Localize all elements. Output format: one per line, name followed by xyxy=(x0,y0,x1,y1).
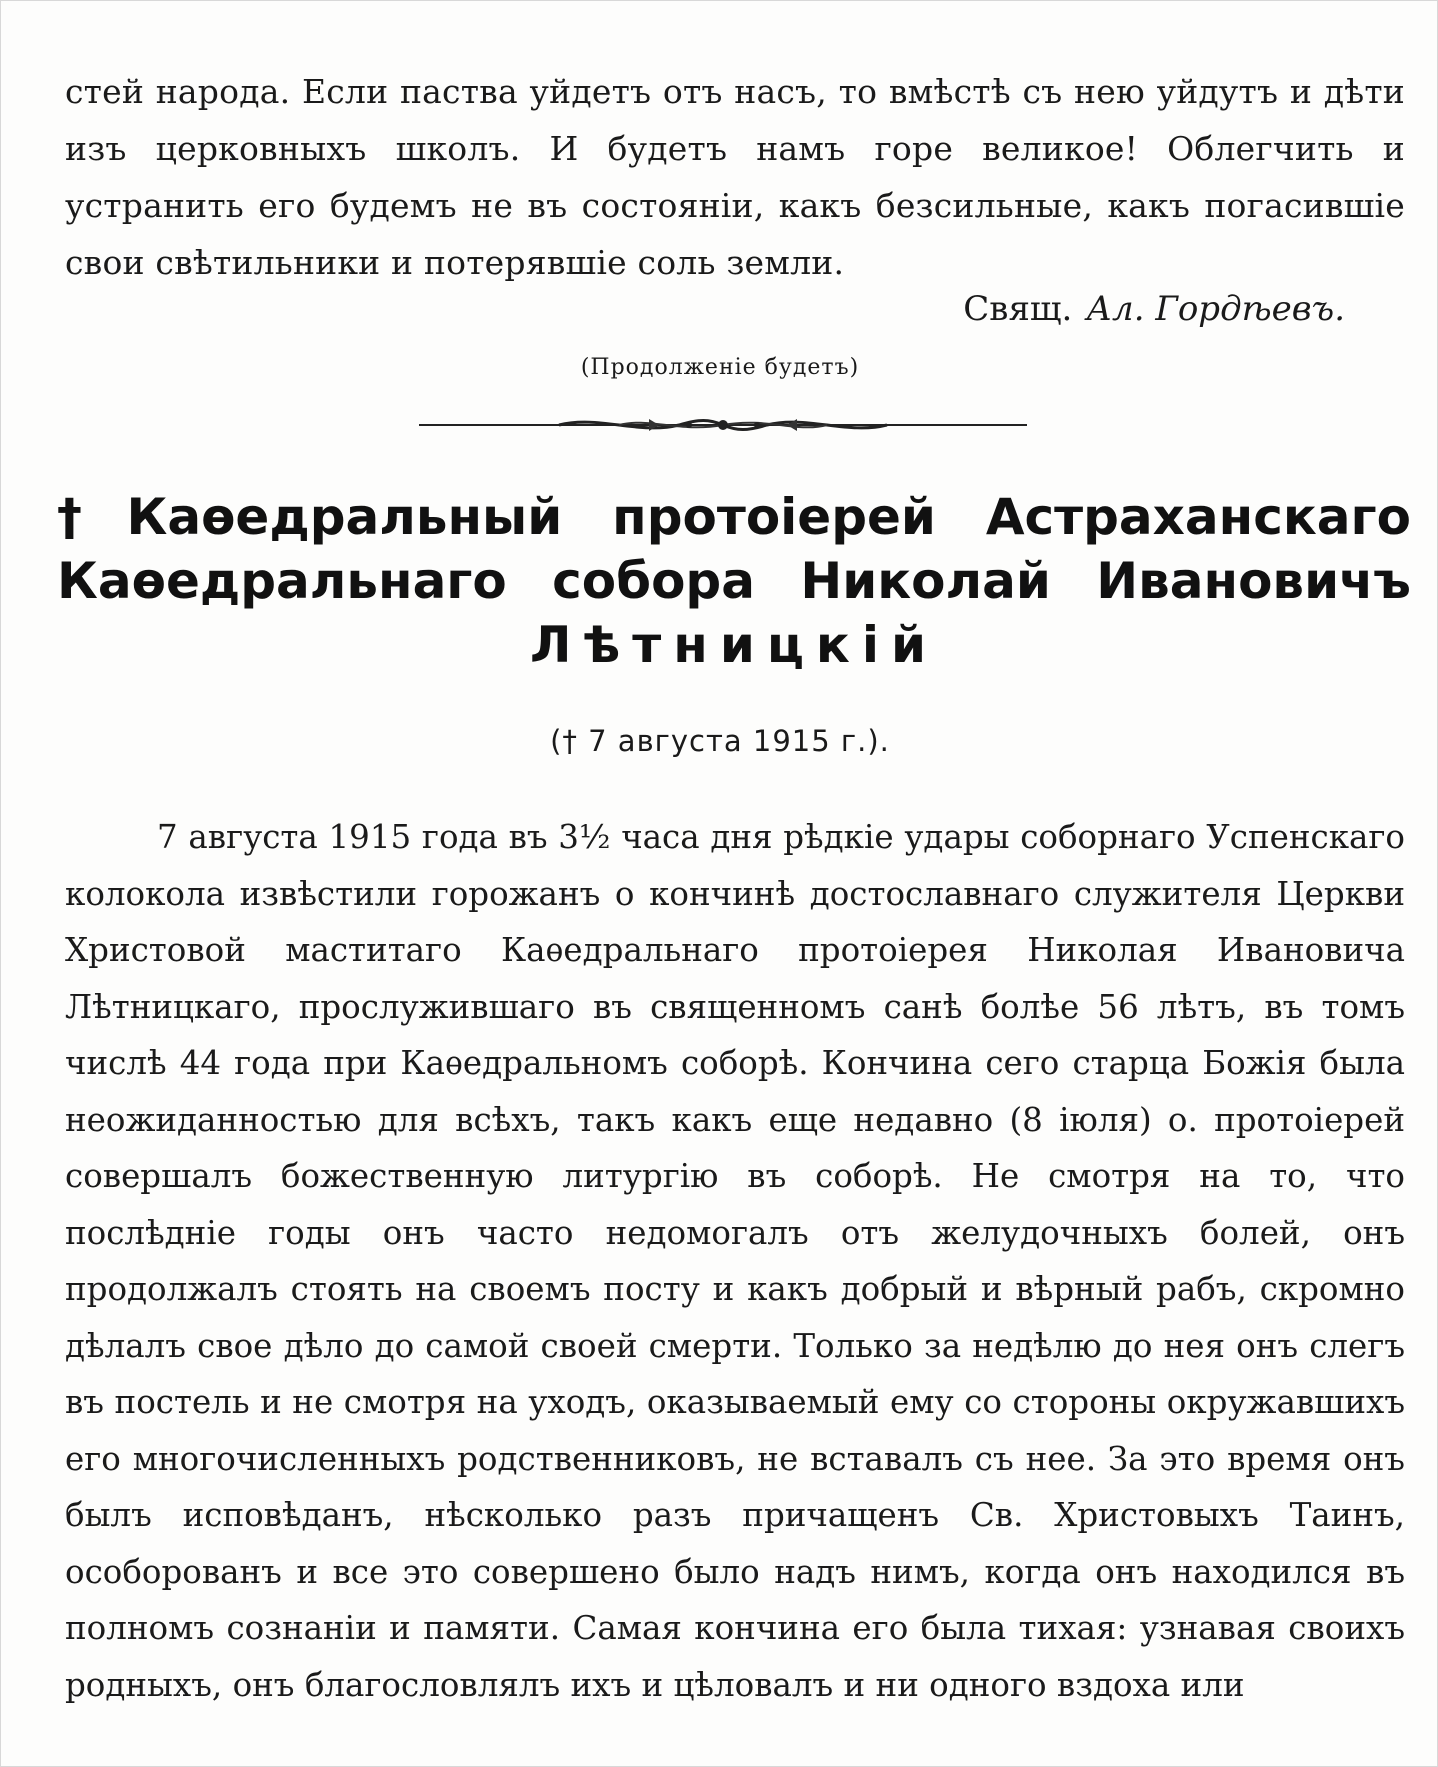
title-line-1 xyxy=(57,485,1411,549)
title-line-2: Каѳедральнаго собора Николай Ивановичъ xyxy=(57,552,1411,610)
ornament-divider xyxy=(419,413,1027,437)
signature-name: Ал. Гордѣевъ. xyxy=(1086,289,1345,329)
previous-article-text: стей народа. Если паства уйдетъ отъ насъ, то вмѣстѣ съ нею уйдутъ и дѣти изъ церковныхъ школъ. И будетъ намъ горе великое! Облегчить и устранить его будемъ не въ состояніи, какъ безсильные, какъ погасившіе свои свѣтильники и потерявшіе соль земли. xyxy=(65,72,1405,282)
article-body: 7 августа 1915 года въ 3½ часа дня рѣдкіе удары соборнаго Успенскаго колокола извѣстили горожанъ о кончинѣ достославнаго служителя Церкви Христовой маститаго Каѳедральнаго протоіерея Николая Ивановича Лѣтницкаго, прослужившаго въ священномъ санѣ болѣе 56 лѣтъ, въ томъ числѣ 44 года при Каѳедральномъ соборѣ. Кончина сего старца Божія была неожиданностью для всѣхъ, такъ какъ еще недавно (8 іюля) о. протоіерей совершалъ божественную литургію въ соборѣ. Не смотря на то, что послѣдніе годы онъ часто недомогалъ отъ желудочныхъ болей, онъ продолжалъ стоять на своемъ посту и какъ добрый и вѣрный рабъ, скромно дѣлалъ свое дѣло до самой своей смерти. Только за недѣлю до нея онъ слегъ въ постель и не смотря на уходъ, оказываемый ему со стороны окружавшихъ его многочисленныхъ родственниковъ, не вставалъ съ нее. За это время онъ былъ исповѣданъ, нѣсколько разъ причащенъ Св. Христовыхъ Таинъ, особорованъ и все это совершено было надъ нимъ, когда онъ находился въ полномъ сознаніи и памяти. Самая кончина его была тихая: узнавая своихъ родныхъ, онъ благословлялъ ихъ и цѣловалъ и ни одного вздоха или xyxy=(65,818,1405,1704)
cross-icon: † xyxy=(57,488,115,546)
title-line-1-text: Каѳедральный протоіерей Астраханскаго xyxy=(126,488,1412,546)
article-title xyxy=(57,485,1411,677)
signature xyxy=(963,289,1345,329)
continuation-note: (Продолженіе будетъ) xyxy=(580,355,860,380)
signature-title: Свящ. xyxy=(963,289,1073,329)
title-line-3: Лѣтницкій xyxy=(529,616,939,674)
death-date: († 7 августа 1915 г.). xyxy=(550,724,890,758)
